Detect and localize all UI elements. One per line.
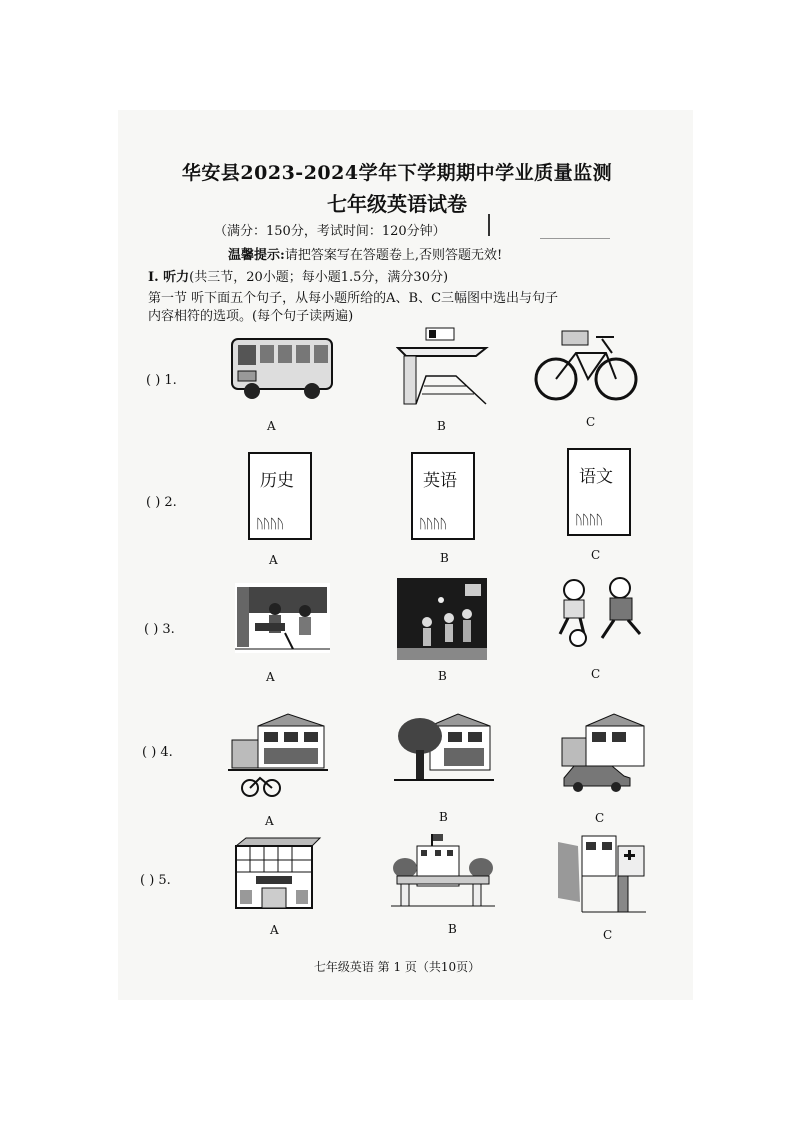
book-title: 语文	[579, 467, 613, 487]
option-c: C	[591, 667, 601, 681]
option-c: C	[603, 928, 613, 942]
instruction-line-2: 内容相符的选项。(每个句子读两遍)	[148, 309, 354, 324]
book-pattern: ᚢᚢᚢᚢ	[575, 513, 603, 528]
book-cover	[248, 452, 312, 540]
book-title: 历史	[260, 471, 294, 491]
question-label: ( ) 3.	[144, 622, 175, 637]
option-a: A	[265, 814, 274, 828]
option-b: B	[438, 669, 447, 683]
school-picture	[391, 832, 495, 908]
question-label: ( ) 1.	[146, 373, 177, 388]
classroom-cleaning-picture	[235, 583, 330, 653]
scan-mark	[488, 214, 490, 236]
option-b: B	[448, 922, 457, 936]
page-footer: 七年级英语 第 1 页（共10页）	[313, 960, 481, 974]
option-c: C	[591, 548, 601, 562]
option-a: A	[267, 419, 276, 433]
hospital-picture	[556, 832, 650, 916]
building-with-bike-picture	[228, 712, 328, 800]
question-label: ( ) 4.	[142, 745, 173, 760]
book-cover	[567, 448, 631, 536]
option-a: A	[269, 553, 278, 567]
question-label: ( ) 2.	[146, 495, 177, 510]
exam-subtitle: 七年级英语试卷	[327, 192, 467, 216]
supermarket-picture	[232, 836, 322, 912]
book-pattern: ᚢᚢᚢᚢ	[256, 517, 284, 532]
option-b: B	[437, 419, 446, 433]
tip-line	[228, 244, 502, 263]
book-title: 英语	[423, 471, 457, 491]
book-cover	[411, 452, 475, 540]
exam-title: 华安县2023-2024学年下学期期中学业质量监测	[181, 162, 613, 184]
section-label: Ⅰ. 听力	[148, 270, 190, 285]
option-c: C	[586, 415, 596, 429]
building-with-car-picture	[558, 712, 648, 792]
scan-line	[540, 238, 610, 239]
option-a: A	[266, 670, 275, 684]
tip-label: 温馨提示:	[228, 248, 285, 263]
building-with-tree-picture	[394, 712, 494, 788]
playing-soccer-picture	[550, 576, 646, 652]
exam-info: （满分：150分，考试时间：120分钟）	[214, 224, 446, 239]
bus-picture	[228, 333, 336, 401]
option-b: B	[439, 810, 448, 824]
option-c: C	[595, 811, 605, 825]
bicycle-picture	[532, 325, 640, 403]
section-text: (共三节，20小题；每小题1.5分，满分30分)	[189, 270, 449, 285]
section-heading	[148, 266, 448, 285]
book-pattern: ᚢᚢᚢᚢ	[419, 517, 447, 532]
option-b: B	[440, 551, 449, 565]
instruction-line-1: 第一节 听下面五个句子，从每小题所给的A、B、C三幅图中选出与句子	[148, 291, 559, 306]
question-label: ( ) 5.	[140, 873, 171, 888]
subway-station-picture	[396, 326, 490, 408]
playing-basketball-picture	[397, 578, 487, 660]
tip-text: 请把答案写在答题卷上,否则答题无效!	[284, 248, 503, 263]
option-a: A	[270, 923, 279, 937]
